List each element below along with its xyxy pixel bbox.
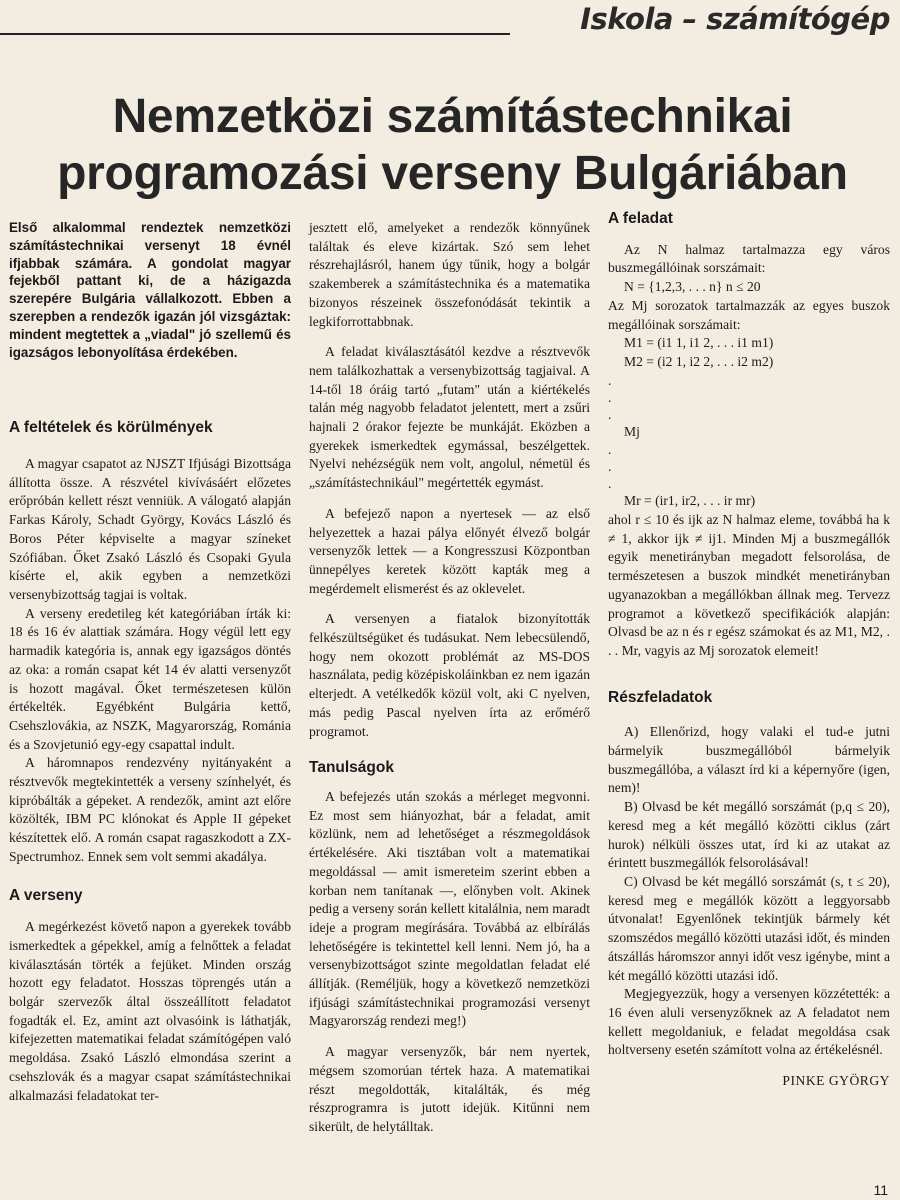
paragraph: Az N halmaz tartalmazza egy város buszmegállóinak sorszámait: [608, 241, 890, 276]
paragraph-verseny-part-1: A megérkezést követő napon a gyerekek tovább ismerkedtek a gépekkel, amíg a felnőttek a feladat kiválasztásán törték a fejüket. Minden ország hozott egy feladatot. Hosszas töprengés után a bolgár szervezők által összeállított feladatot fogadták el. Ez, amint azt olvasóink is láthatják, kifejezetten matematikai feladat számítógépen való megoldása. Zsakó László elmondása szerint a csehszlovák és a magyar csapat számítástechnikai alkalmazási feladatokat ter- [9, 919, 291, 1103]
page-number: 11 [873, 1182, 888, 1198]
column-2 [309, 219, 590, 1137]
ellipsis-dot: . [608, 442, 612, 458]
title-line-1: Nemzetközi számítástechnikai [112, 90, 793, 143]
author-signature: PINKE GYÖRGY [782, 1073, 890, 1089]
paragraph: C) Olvasd be két megálló sorszámát (s, t ≤ 20), keresd meg e megállók között a leggyorsabb útvonalat! Egyenlőnek tekintjük bármely két szomszédos megálló közötti utazási időt, és minden átszállás háromszor annyi időt vesz igénybe, mint a két megálló közötti utazási idő. [608, 873, 890, 983]
paragraph: Megjegyezzük, hogy a versenyen közzétették: a 16 éven aluli versenyzőknek az A feladatot nem kellett megoldaniuk, e feladat megoldása csak holtverseny esetén számított volna az értékelésnél. [608, 986, 890, 1058]
sequence-mj: Mj [624, 423, 640, 439]
heading-a-feladat: A feladat [608, 210, 673, 227]
paragraph: A magyar versenyzők, bár nem nyertek, mégsem szomorúan tértek haza. A matematikai részt megoldották, kitalálták, és még részprogramra is jutott idejük. Kitűnni nem sikerült, de helytálltak. [309, 1044, 590, 1134]
heading-tanulsagok: Tanulságok [309, 759, 394, 777]
ellipsis-dot: . [608, 459, 612, 475]
paragraph: A befejező napon a nyertesek — az első helyezettek a hazai pálya előnyét élvező bolgár versenyzők lettek — a Kongresszusi Központban ünnepélyes keretek között kapták meg a megérdemelt elismerést és az oklevelet. [309, 505, 590, 596]
paragraph: A magyar csapatot az NJSZT Ifjúsági Bizottsága állította össze. A részvétel kivívásáért előzetes erőpróbán kellett részt venniük. A válogató alapján Farkas Károly, Schadt György, Kovács László és Boros Péter képviselte a magyar színeket Szófiában. Őket Zsakó László és Csopaki Gyula kísérte el, akik egyben a nemzetközi versenybizottság tagjai is voltak. [9, 456, 291, 602]
heading-feltetelek: A feltételek és körülmények [9, 419, 213, 437]
sequence-mr: Mr = (ir1, ir2, . . . ir mr) [624, 493, 756, 509]
paragraph: A feladat kiválasztásától kezdve a résztvevők nem találkozhattak a versenybizottság tagjaival. A 14-től 18 óráig tartó „futam" után a kiértékelés talán még nagyobb feladatot jelentett, mert a zsűri hajnali 2 órakor fejezte be munkáját. Eközben a gyerekek ismerkedtek egymással, beszélgettek. Nyelvi nehézségük nem volt, angolul, németül és „számítástechnikául" megértették egymást. [309, 344, 590, 491]
sequence-m1: M1 = (i1 1, i1 2, . . . i1 m1) [624, 335, 774, 351]
ellipsis-dot: . [608, 389, 612, 405]
paragraph: A befejezés után szokás a mérleget megvonni. Ez most sem hiányozhat, bár a feladat, amit közlünk, nem ad lehetőséget a részmegoldások értékelésére. Aki tisztában volt a matematikai megoldással — amit ismereteim szerint ebben a korban nem tanítanak —, előnyben volt. Akinek pedig a verseny során kellett kitalálnia, nem maradt ideje a program megírására. Továbbá az elbírálás lehetőségére is tekintettel kell lenni. Nem jó, ha a versenybizottságot szinte megoldatlan feladat elé állítják. (Reméljük, hogy a következő nemzetközi ifjúsági számítástechnikai programozási versenyt Magyarország rendezi meg!) [309, 788, 590, 1029]
paragraph: ahol r ≤ 10 és ijk az N halmaz eleme, továbbá ha k ≠ 1, akkor ijk ≠ ij1. Minden Mj a buszmegállók egyik menetirányban megadott felsorolása, de természetesen a buszok mindkét menetirányban ugyanazokban a megállókban állnak meg. Tervezz programot a következő specifikációk alapján: Olvasd be az n és r egész számokat és az M1, M2, . . . Mr, vagyis az Mj sorozatok elemeit! [608, 512, 890, 658]
ellipsis-dot: . [608, 406, 612, 422]
column-1 [9, 219, 291, 1105]
heading-reszfeladatok: Részfeladatok [608, 688, 713, 706]
paragraph-verseny-part-2: jesztett elő, amelyeket a rendezők könnyűnek találtak és eleve kizártak. Szó sem lehet részrehajlásról, hanem úgy tűnik, hogy a bolgár szakemberek a számítástechnika és a matematika bizonyos részeinek összefonódását tekintik a legkiforrottabbnak. [309, 220, 590, 329]
paragraph: Az Mj sorozatok tartalmazzák az egyes buszok megállóinak sorszámait: [608, 297, 890, 332]
paragraph: A) Ellenőrizd, hogy valaki el tud-e jutni bármelyik buszmegállóból bármelyik buszmegállóba, a választ írd ki a képernyőre (igen, nem)! [608, 724, 890, 796]
paragraph: B) Olvasd be két megálló sorszámát (p,q ≤ 20), keresd meg a két megálló közötti ciklus (zárt hurok) nélküli összes utat, írd ki az utakat az érintett buszmegállók felsorolásával! [608, 799, 890, 871]
sequence-m2: M2 = (i2 1, i2 2, . . . i2 m2) [624, 353, 774, 369]
lead-paragraph: Első alkalommal rendeztek nemzetközi számítástechnikai versenyt 18 évnél ifjabbak számára. A gondolat magyar fejekből pattant ki, de a házigazda szerepére Bulgária vállalkozott. Ebben a szerepben a rendezők igazán jól vizsgáztak: mindent megtettek a „viadal" jó szellemű és igazságos lebonyolítása érdekében. [9, 220, 291, 360]
set-definition: N = {1,2,3, . . . n} n ≤ 20 [624, 279, 761, 295]
paragraph: A háromnapos rendezvény nyitányaként a résztvevők megtekintették a verseny színhelyét, és kipróbálták a gépeket. A rendezők, amint azt előre közölték, IBM PC klónokat és Apple II gépeket készítettek elő. A román csapat ragaszkodott a ZX-Spectrumhoz. Ennek sem volt semmi akadálya. [9, 755, 291, 864]
article-title [30, 88, 875, 202]
paragraph: A versenyen a fiatalok bizonyították felkészültségüket és tudásukat. Nem lebecsülendő, hogy nem okozott problémát az MS-DOS használata, pedig középiskoláinkban ez nem igazán elterjedt. A vetélkedők közül volt, aki C nyelven, más pedig Pascal nyelven írta az erőmérő programot. [309, 611, 590, 739]
header-rule [0, 33, 510, 35]
title-line-2: programozási verseny Bulgáriában [57, 147, 848, 200]
column-3 [608, 210, 890, 1091]
paragraph: A verseny eredetileg két kategóriában írták ki: 18 és 16 év alattiak számára. Hogy végül lett egy harmadik kategória is, annak egy igazságos döntés az oka: a román csapat két 14 év alatti versenyzőt is hozott magával. Őket természetesen külön értékelték. Egyébként Bulgária kettő, Csehszlovákia, az NSZK, Magyarország, Románia és a Szovjetunió egy-egy csapattal indult. [9, 605, 291, 752]
heading-verseny: A verseny [9, 886, 83, 904]
section-header-tag: Iskola – számítógép [580, 2, 890, 36]
ellipsis-dot: . [608, 372, 612, 388]
ellipsis-dot: . [608, 476, 612, 492]
